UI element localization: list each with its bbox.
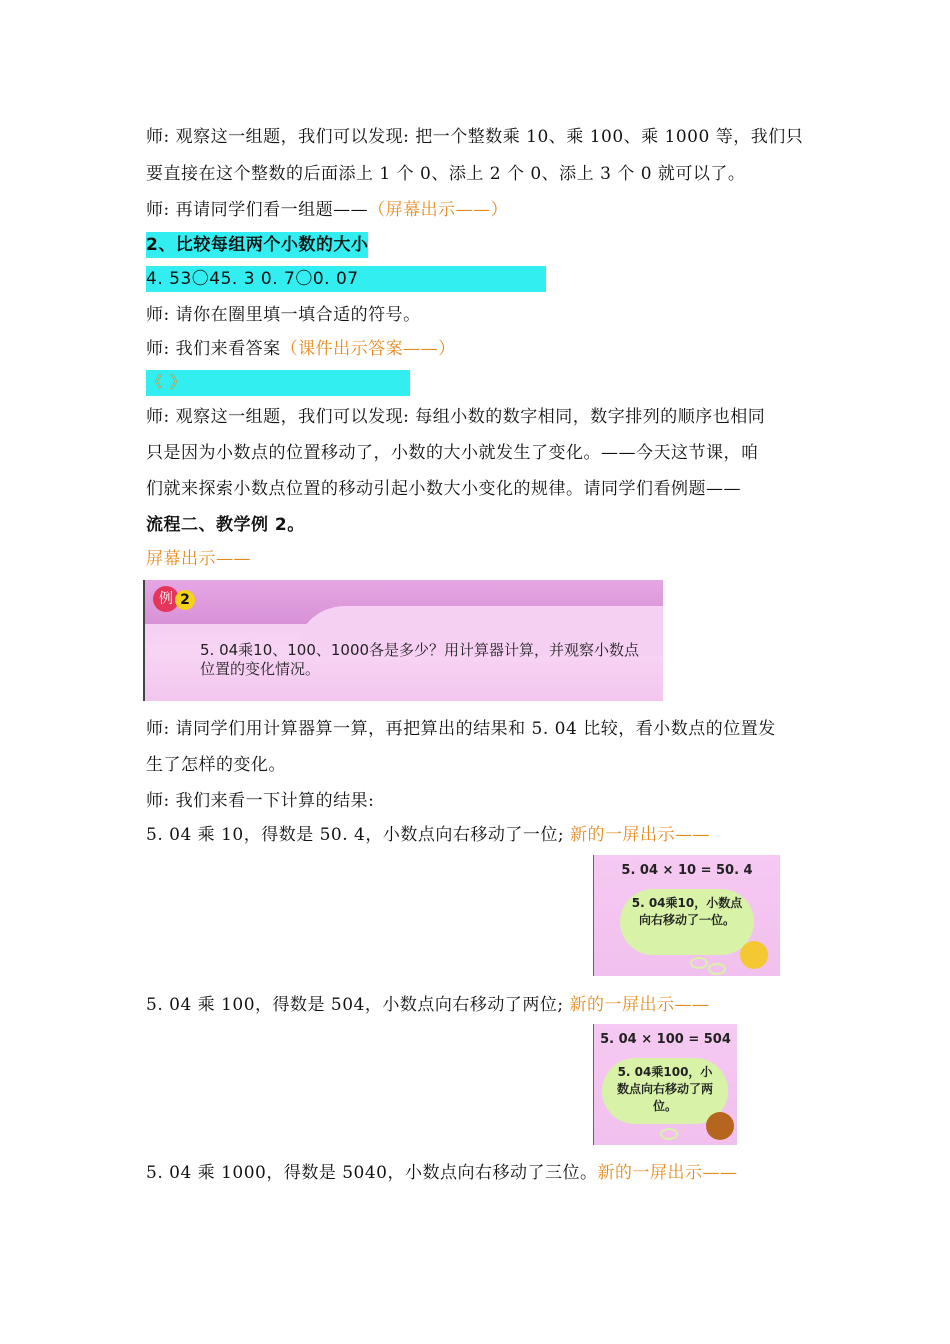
compare-problems: 4. 53〇45. 3 0. 7〇0. 07: [146, 266, 546, 292]
slide-note: 5. 04乘100，小数点向右移动了两位。: [602, 1058, 728, 1124]
result-text: 5. 04 乘 100，得数是 504，小数点向右移动了两位;: [146, 995, 564, 1015]
thought-bubble: [708, 963, 726, 975]
slide-equation: 5. 04 × 10 = 50. 4: [621, 863, 753, 878]
thought-bubble: [660, 1128, 678, 1140]
paragraph-2: [146, 197, 508, 223]
example-banner: [143, 580, 663, 701]
example-badge: 例: [153, 586, 179, 612]
slide-equation: 5. 04 × 100 = 504: [600, 1032, 731, 1047]
paragraph-4: [146, 336, 456, 362]
thought-bubble: [690, 957, 708, 969]
result-2: [146, 992, 710, 1018]
stage-direction: 新的一屏出示——: [569, 995, 710, 1015]
stage-direction: （课件出示答案——）: [280, 339, 456, 359]
heading-compare: 2、比较每组两个小数的大小: [146, 232, 368, 258]
slide-image-1: [593, 855, 780, 976]
result-text: 5. 04 乘 1000，得数是 5040，小数点向右移动了三位。: [146, 1163, 598, 1183]
text-line: 们就来探索小数点位置的移动引起小数大小变化的规律。请同学们看例题——: [146, 479, 741, 499]
duck-character-icon: [740, 941, 768, 969]
teacher-line: 师: 我们来看答案: [146, 339, 281, 359]
slide-image-2: [593, 1024, 737, 1145]
result-text: 5. 04 乘 10，得数是 50. 4，小数点向右移动了一位;: [146, 825, 565, 845]
example-text: 5. 04乘10、100、1000各是多少？用计算器计算，并观察小数点位置的变化情况。: [200, 641, 640, 678]
text-line: 师: 观察这一组题，我们可以发现: 把一个整数乘 10、乘 100、乘 1000 等，我们只: [146, 127, 804, 147]
stage-direction: 新的一屏出示——: [570, 825, 710, 845]
teacher-line: 师: 再请同学们看一组题——: [146, 200, 369, 220]
stage-direction: 新的一屏出示——: [597, 1163, 738, 1183]
result-1: [146, 822, 710, 848]
screen-show-label: 屏幕出示——: [146, 549, 251, 569]
text-line: 生了怎样的变化。: [146, 755, 286, 775]
paragraph-7: 师: 我们来看一下计算的结果:: [146, 791, 375, 811]
monkey-character-icon: [706, 1112, 734, 1140]
text-line: 只是因为小数点的位置移动了，小数的大小就发生了变化。——今天这节课，咱: [146, 443, 759, 463]
section-heading: 流程二、教学例 2。: [146, 515, 305, 535]
text-line: 师: 观察这一组题，我们可以发现: 每组小数的数字相同，数字排列的顺序也相同: [146, 407, 766, 427]
text-line: 要直接在这个整数的后面添上 1 个 0、添上 2 个 0、添上 3 个 0 就可以了。: [146, 164, 746, 184]
paragraph-3: 师: 请你在圈里填一填合适的符号。: [146, 305, 421, 325]
result-3: [146, 1160, 738, 1186]
example-number: 2: [175, 590, 195, 610]
answer-bar: 《 》: [146, 370, 410, 396]
slide-note: 5. 04乘10，小数点向右移动了一位。: [620, 889, 754, 955]
stage-direction: （屏幕出示——）: [368, 200, 509, 220]
text-line: 师: 请同学们用计算器算一算，再把算出的结果和 5. 04 比较，看小数点的位置发: [146, 719, 776, 739]
